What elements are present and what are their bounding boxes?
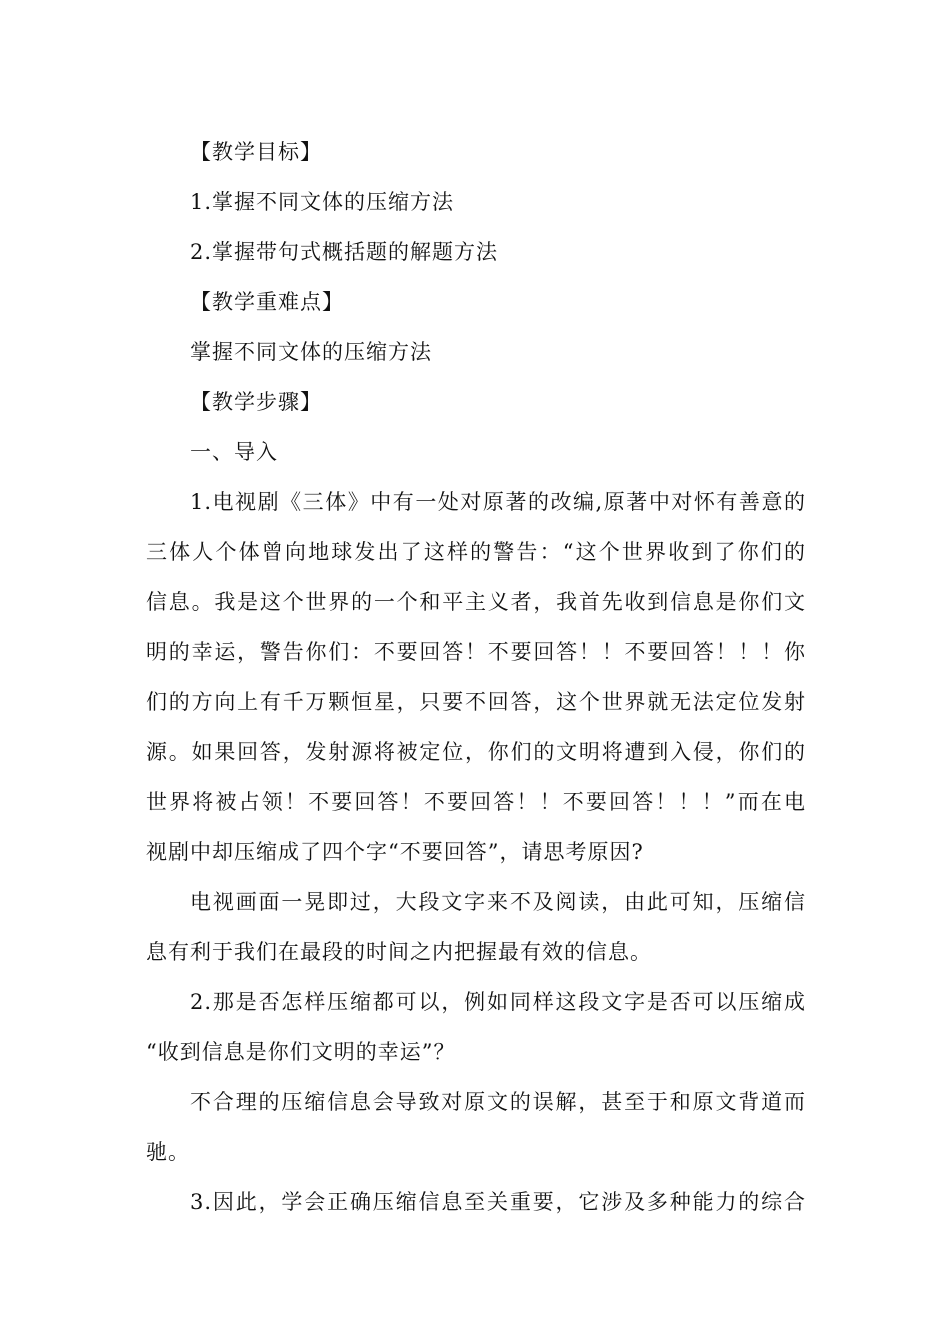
- paragraph-4-line: 驰。: [146, 1140, 190, 1164]
- paragraph-1-line: 信息。我是这个世界的一个和平主义者，我首先收到信息是你们文: [146, 590, 806, 614]
- objective-item-1: 1.掌握不同文体的压缩方法: [190, 190, 455, 214]
- paragraph-2-line: 息有利于我们在最段的时间之内把握最有效的信息。: [146, 940, 652, 964]
- paragraph-1-line: 世界将被占领！不要回答！不要回答！！不要回答！！！”而在电: [146, 790, 806, 814]
- paragraph-2: [146, 877, 806, 977]
- paragraph-3: [146, 977, 806, 1077]
- paragraph-1-line: 视剧中却压缩成了四个字“不要回答”，请思考原因?: [146, 840, 644, 864]
- paragraph-1: [146, 477, 806, 877]
- paragraph-1-line: 三体人个体曾向地球发出了这样的警告：“这个世界收到了你们的: [146, 540, 806, 564]
- paragraph-1-line: 明的幸运，警告你们：不要回答！不要回答！！不要回答！！！你: [146, 640, 806, 664]
- paragraph-2-line: 电视画面一晃即过，大段文字来不及阅读，由此可知，压缩信: [190, 890, 806, 914]
- document-content: [146, 127, 806, 1227]
- paragraph-1-line: 们的方向上有千万颗恒星，只要不回答，这个世界就无法定位发射: [146, 690, 806, 714]
- section-intro-heading: 一、导入: [190, 440, 278, 464]
- paragraph-5: [146, 1177, 806, 1227]
- paragraph-1-line: 源。如果回答，发射源将被定位，你们的文明将遭到入侵，你们的: [146, 740, 806, 764]
- objective-item-2: 2.掌握带句式概括题的解题方法: [190, 240, 499, 264]
- paragraph-4: [146, 1077, 806, 1177]
- paragraph-5-line: 3.因此，学会正确压缩信息至关重要，它涉及多种能力的综合: [190, 1190, 806, 1214]
- paragraph-3-line: “收到信息是你们文明的幸运”？: [146, 1040, 456, 1064]
- paragraph-3-line: 2.那是否怎样压缩都可以，例如同样这段文字是否可以压缩成: [190, 990, 806, 1014]
- heading-keypoints: 【教学重难点】: [190, 290, 344, 314]
- paragraph-1-line: 1.电视剧《三体》中有一处对原著的改编,原著中对怀有善意的: [190, 490, 806, 514]
- paragraph-4-line: 不合理的压缩信息会导致对原文的误解，甚至于和原文背道而: [190, 1090, 806, 1114]
- heading-steps: 【教学步骤】: [190, 390, 322, 414]
- heading-objectives: 【教学目标】: [190, 140, 322, 164]
- keypoint-text: 掌握不同文体的压缩方法: [190, 340, 432, 364]
